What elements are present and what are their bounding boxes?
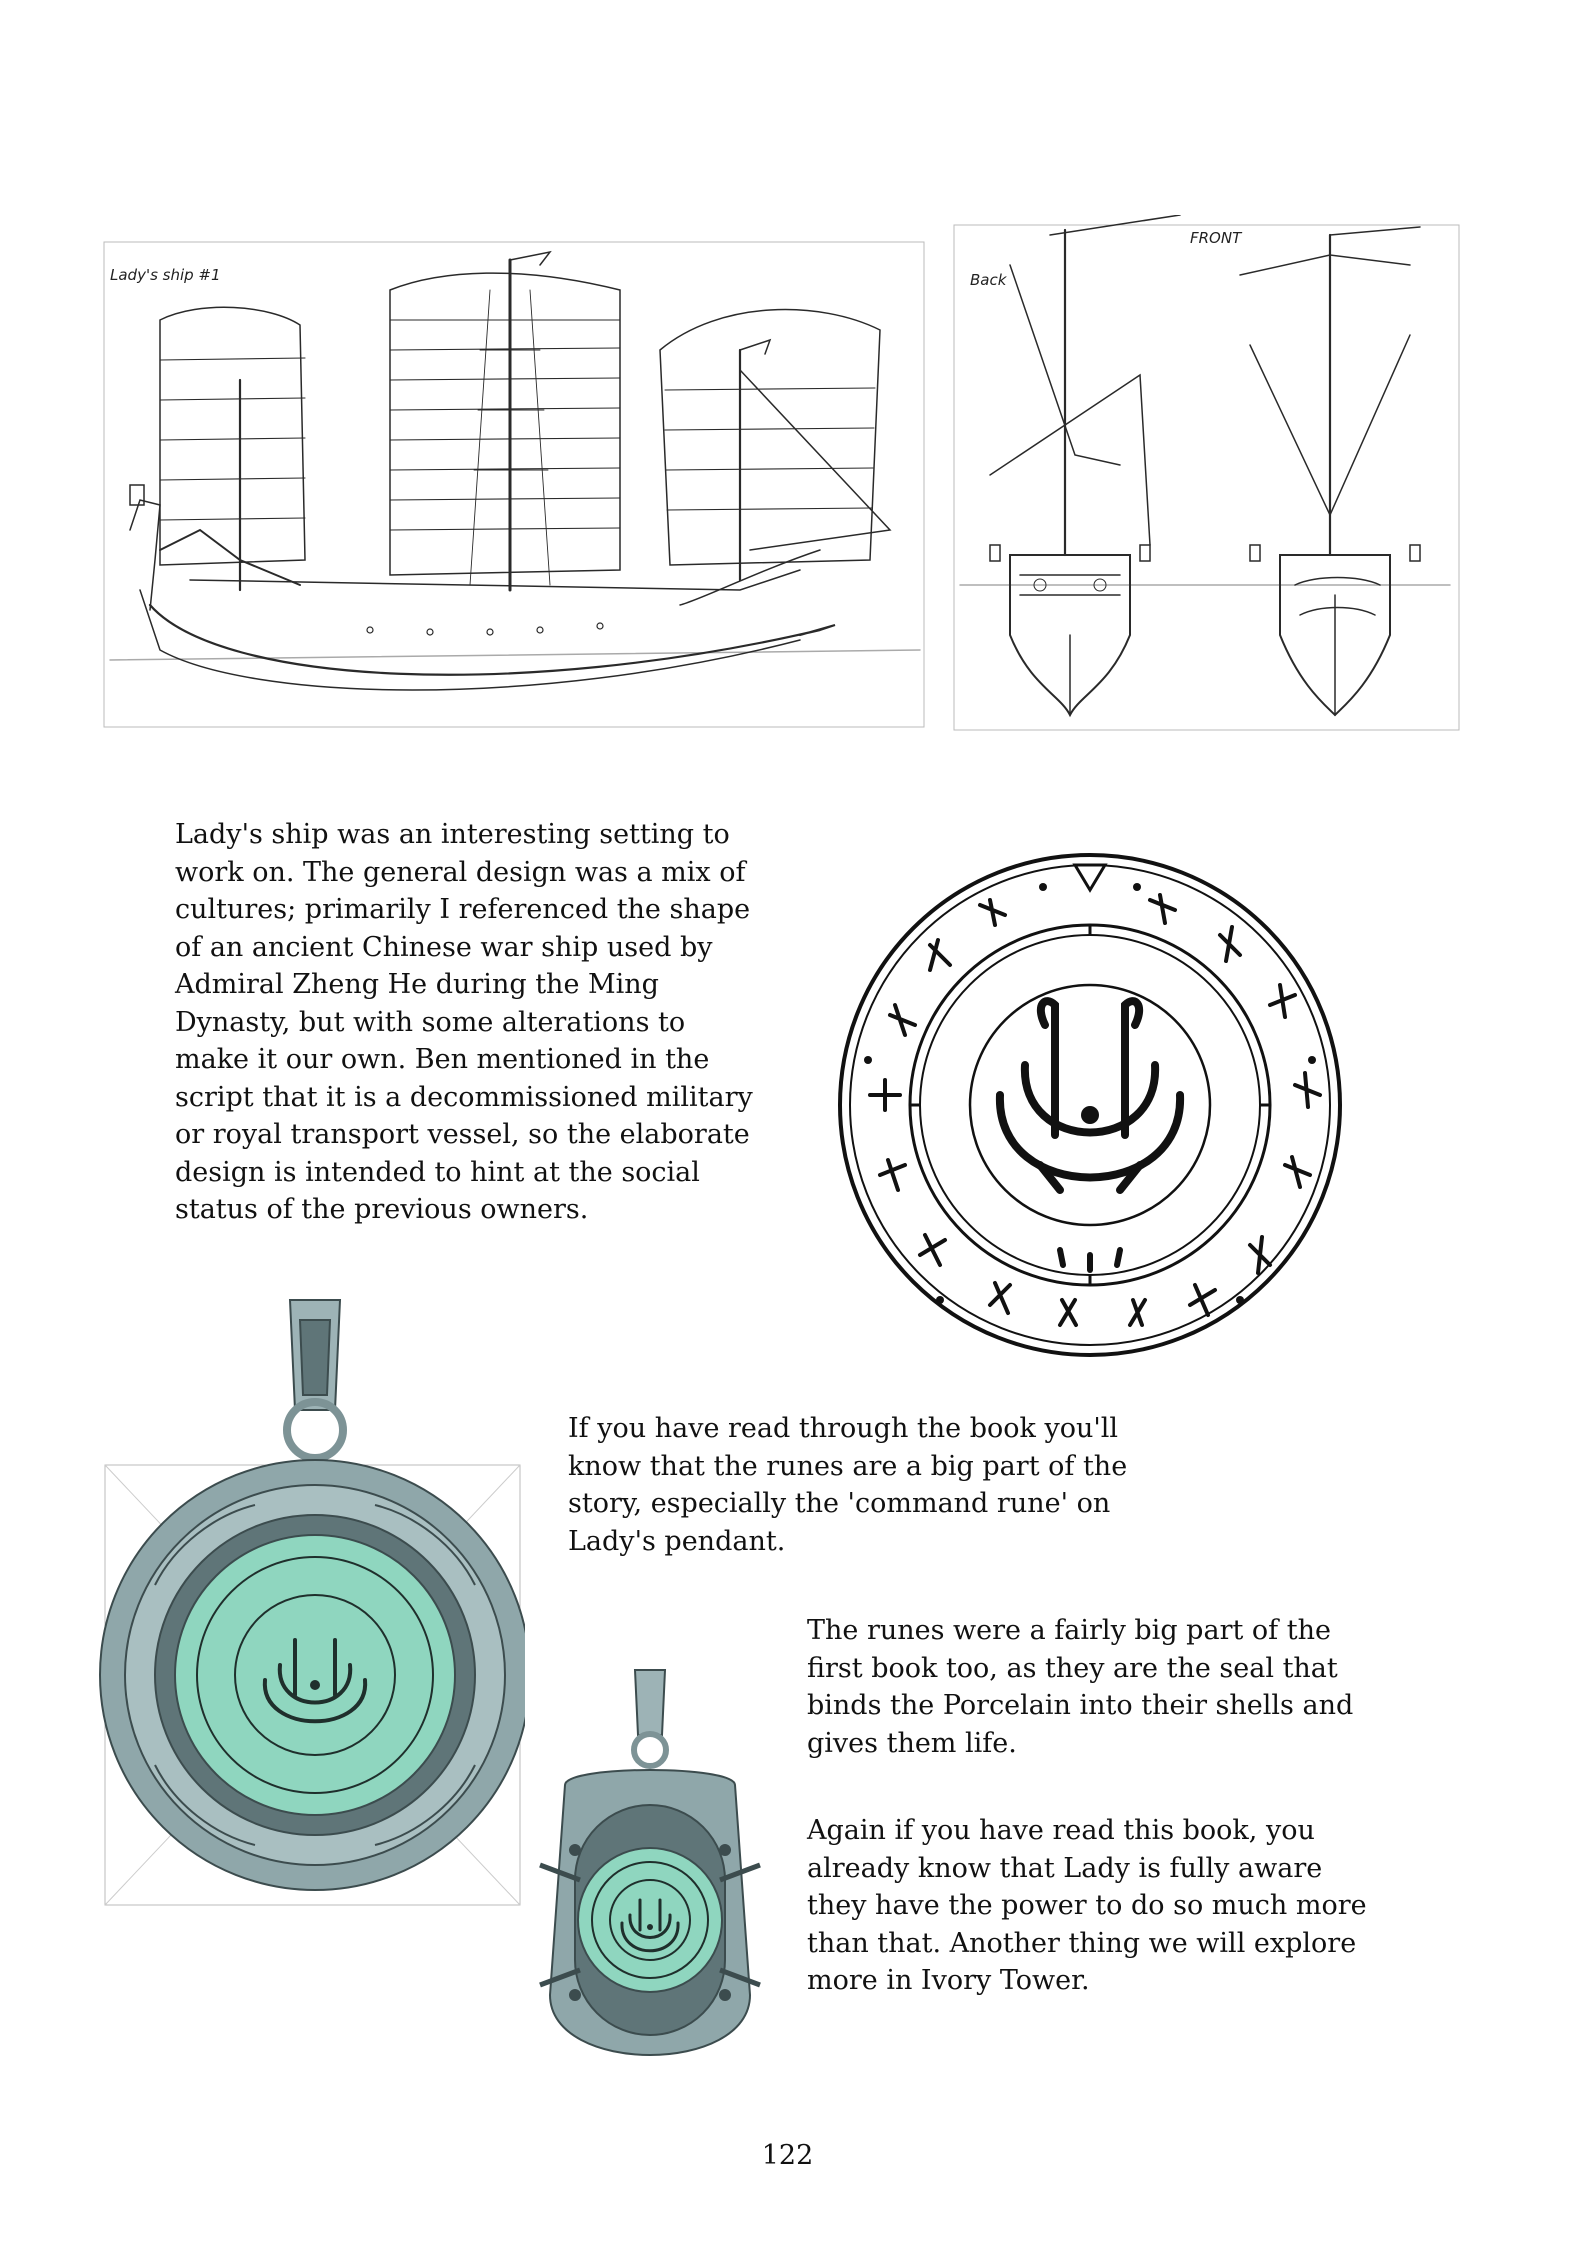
ship-design-paragraph: Lady's ship was an interesting setting to work on. The general design was a mix of cultures; primarily I referenced the shape of an ancient Chinese war ship used by Admiral Zheng He during the Ming Dynasty, but with some alterations to make it our own. Ben mentioned in the script that it is a decommissioned military or royal transport vessel, so the elaborate design is intended to hint at the social status of the previous owners. (175, 819, 753, 1225)
runes-power-text (807, 1812, 1367, 2000)
ship-side-view-sketch (100, 230, 930, 740)
front-view-label: FRONT (1190, 229, 1242, 247)
runes-intro-text (568, 1410, 1138, 1560)
small-pendant-illustration (520, 1665, 780, 2095)
ship-back-front-sketch (950, 215, 1470, 745)
runes-first-book-paragraph: The runes were a fairly big part of the first book too, as they are the seal that binds the Porcelain into their shells and gives them life. (807, 1615, 1354, 1759)
ship-design-text (175, 816, 765, 1229)
back-view-label: Back (970, 271, 1007, 289)
runes-power-paragraph: Again if you have read this book, you already know that Lady is fully aware they have the power to do so much more than that. Another thing we will explore more in Ivory Tower. (807, 1815, 1367, 1996)
side-view-label: Lady's ship #1 (110, 266, 221, 284)
large-pendant-illustration (95, 1285, 525, 1915)
runes-first-book-text (807, 1612, 1367, 1762)
command-rune-seal (830, 845, 1350, 1365)
page-number: 122 (761, 2140, 814, 2171)
runes-intro-paragraph: If you have read through the book you'll know that the runes are a big part of the story, especially the 'command rune' on Lady's pendant. (568, 1413, 1128, 1557)
